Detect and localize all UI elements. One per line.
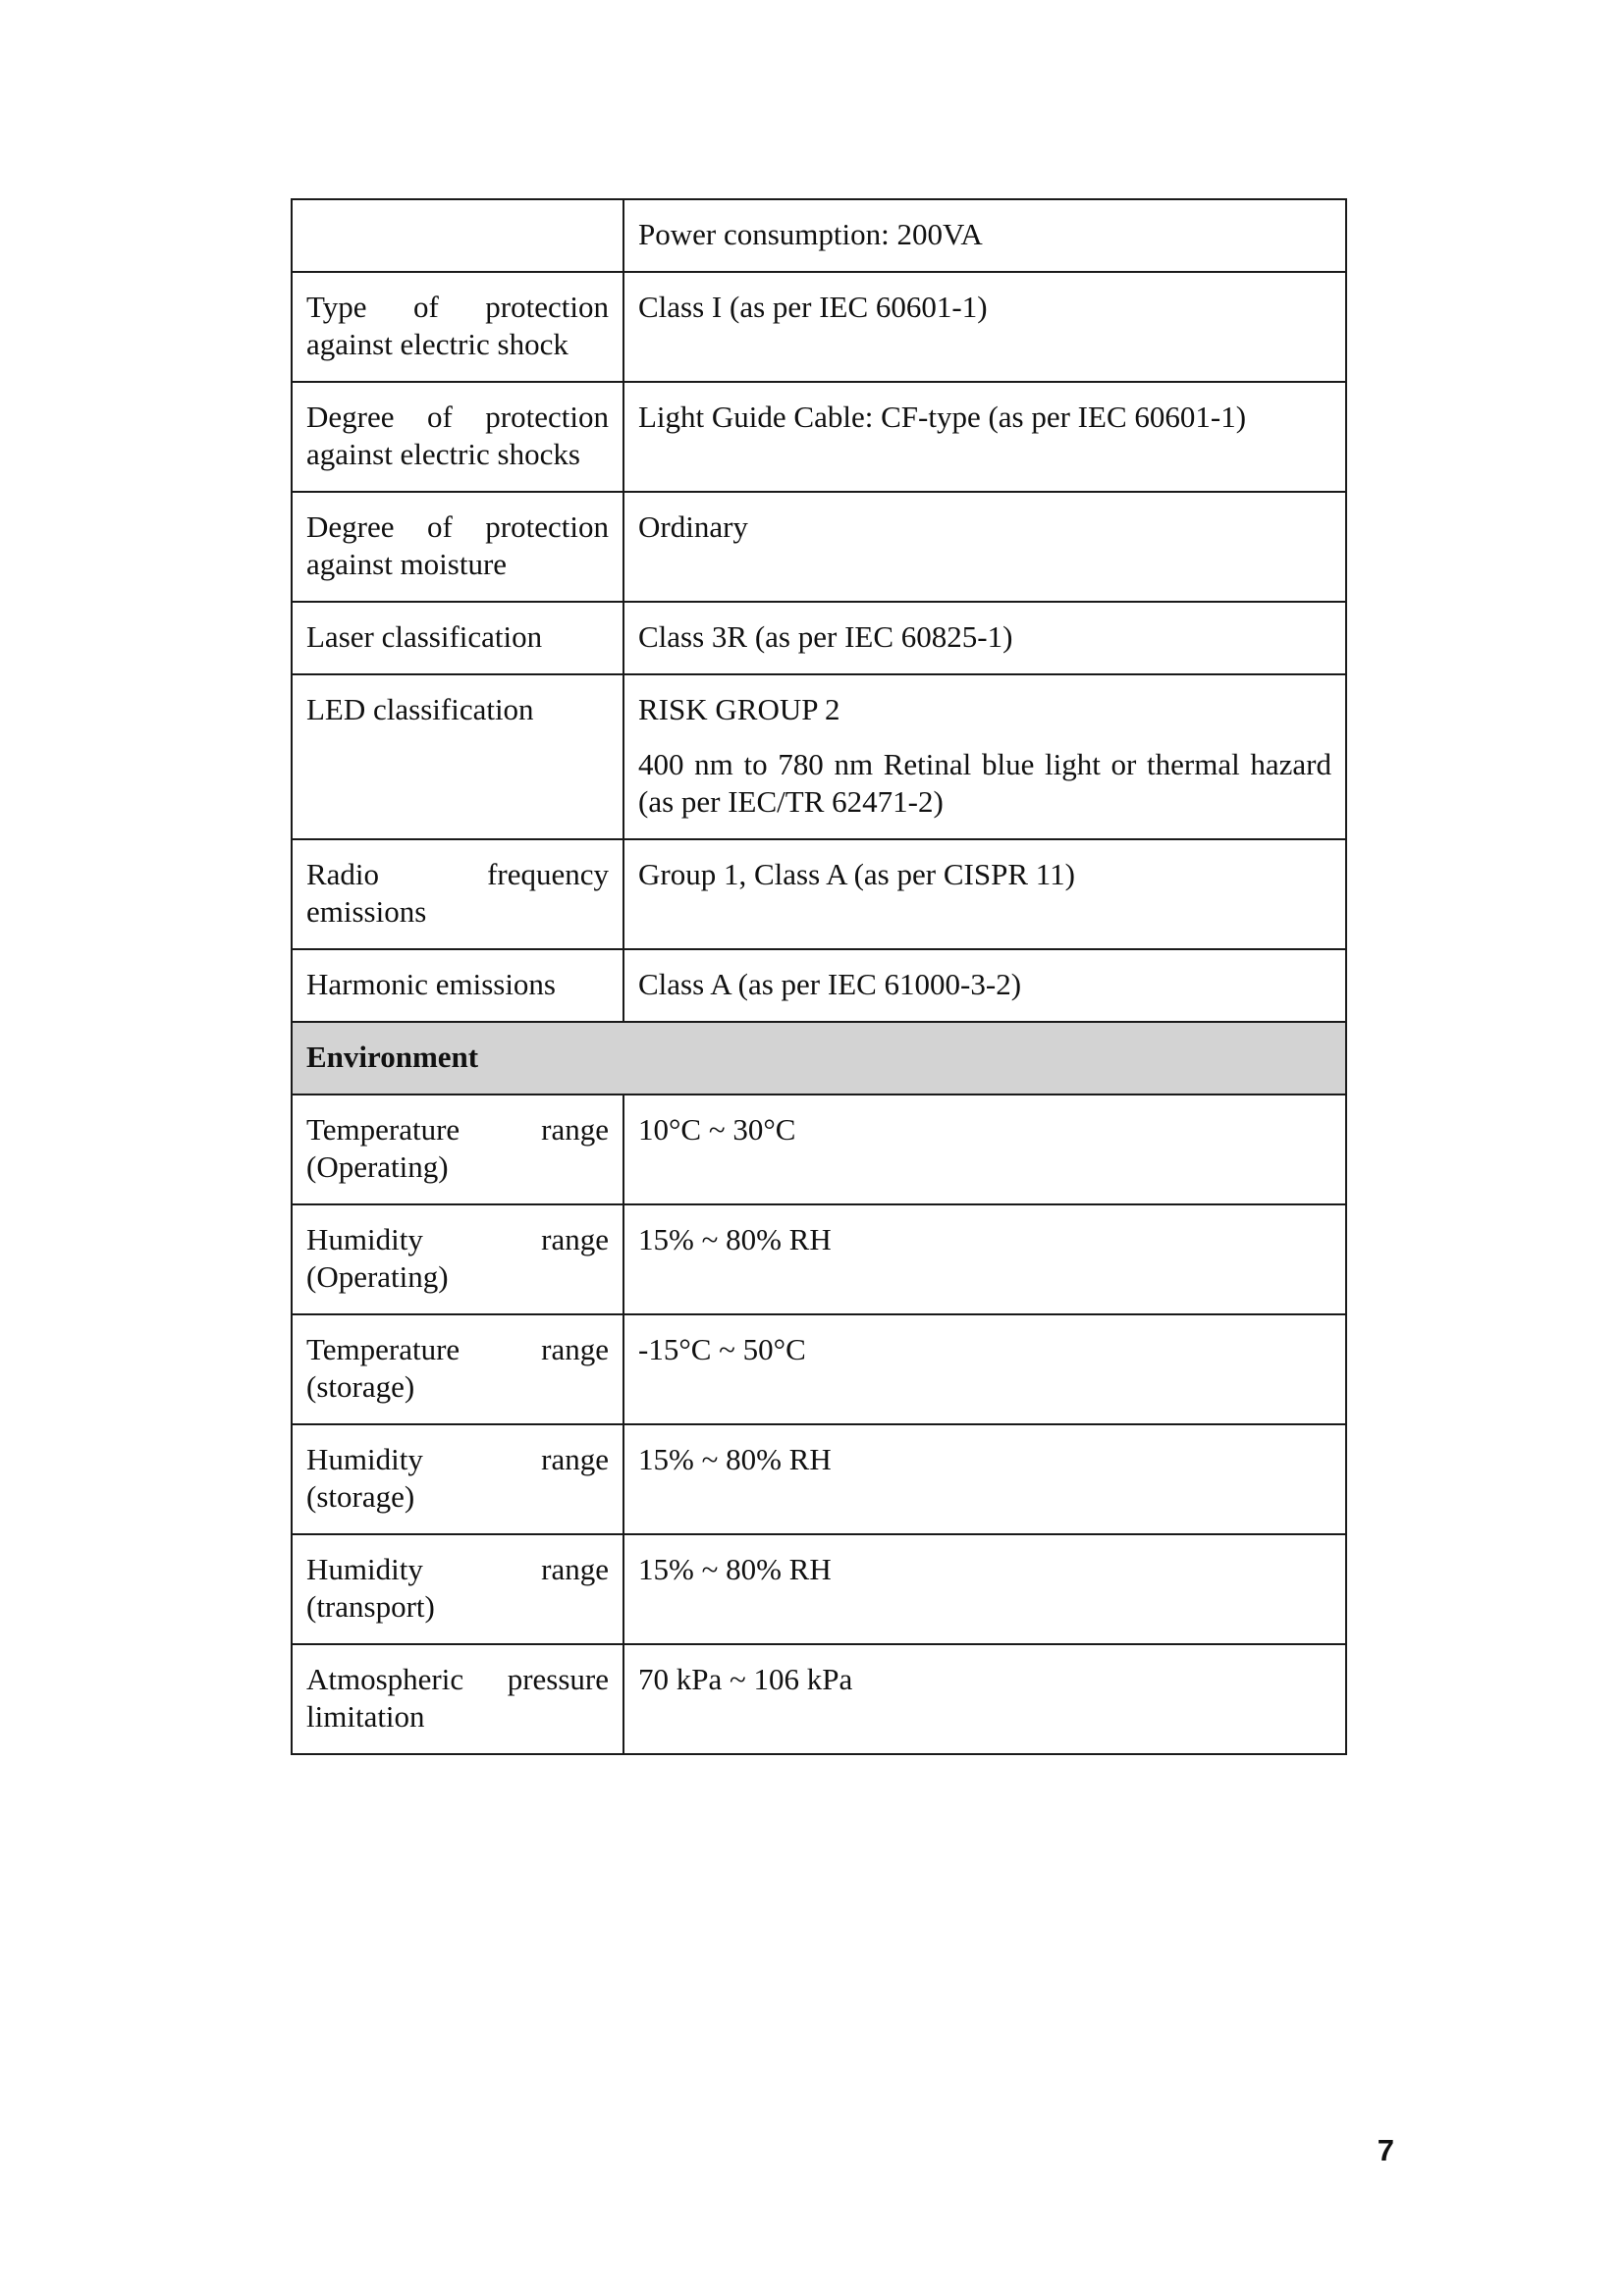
row-value: Class I (as per IEC 60601-1)	[623, 272, 1346, 382]
row-value: -15°C ~ 50°C	[623, 1314, 1346, 1424]
row-value: Group 1, Class A (as per CISPR 11)	[623, 839, 1346, 949]
row-label: Laser classification	[292, 602, 623, 674]
row-value: Class A (as per IEC 61000-3-2)	[623, 949, 1346, 1022]
row-value: 70 kPa ~ 106 kPa	[623, 1644, 1346, 1754]
row-label: Harmonic emissions	[292, 949, 623, 1022]
table-row	[292, 1424, 1346, 1534]
row-label: Type of protection against electric shock	[292, 272, 623, 382]
row-value-detail: 400 nm to 780 nm Retinal blue light or thermal hazard (as per IEC/TR 62471-2)	[638, 747, 1331, 819]
row-value: Power consumption: 200VA	[623, 199, 1346, 272]
table-row	[292, 272, 1346, 382]
table-row	[292, 1204, 1346, 1314]
row-label	[292, 199, 623, 272]
row-label: Atmospheric pressure limitation	[292, 1644, 623, 1754]
row-label: Humidity range (Operating)	[292, 1204, 623, 1314]
specifications-table	[291, 198, 1347, 1755]
row-label: Temperature range (storage)	[292, 1314, 623, 1424]
row-value: 15% ~ 80% RH	[623, 1534, 1346, 1644]
table-row	[292, 949, 1346, 1022]
page-number: 7	[1377, 2133, 1394, 2167]
row-label: Degree of protection against electric shocks	[292, 382, 623, 492]
row-value: 15% ~ 80% RH	[623, 1204, 1346, 1314]
table-row	[292, 492, 1346, 602]
table-row	[292, 382, 1346, 492]
section-title: Environment	[292, 1022, 1346, 1095]
row-label: Radio frequency emissions	[292, 839, 623, 949]
row-value: 15% ~ 80% RH	[623, 1424, 1346, 1534]
section-header-row	[292, 1022, 1346, 1095]
row-label: Humidity range (transport)	[292, 1534, 623, 1644]
row-value: Light Guide Cable: CF-type (as per IEC 60601-1)	[623, 382, 1346, 492]
table-row	[292, 839, 1346, 949]
table-row	[292, 199, 1346, 272]
table-row	[292, 1314, 1346, 1424]
row-value: Ordinary	[623, 492, 1346, 602]
row-value: 10°C ~ 30°C	[623, 1095, 1346, 1204]
row-label: Temperature range (Operating)	[292, 1095, 623, 1204]
row-value: Class 3R (as per IEC 60825-1)	[623, 602, 1346, 674]
row-value: RISK GROUP 2	[638, 692, 840, 726]
table-row	[292, 1095, 1346, 1204]
row-label: LED classification	[292, 674, 623, 839]
table-row	[292, 602, 1346, 674]
row-value-cell	[623, 674, 1346, 839]
table-row	[292, 674, 1346, 839]
table-row	[292, 1534, 1346, 1644]
row-label: Degree of protection against moisture	[292, 492, 623, 602]
table-row	[292, 1644, 1346, 1754]
row-label: Humidity range (storage)	[292, 1424, 623, 1534]
